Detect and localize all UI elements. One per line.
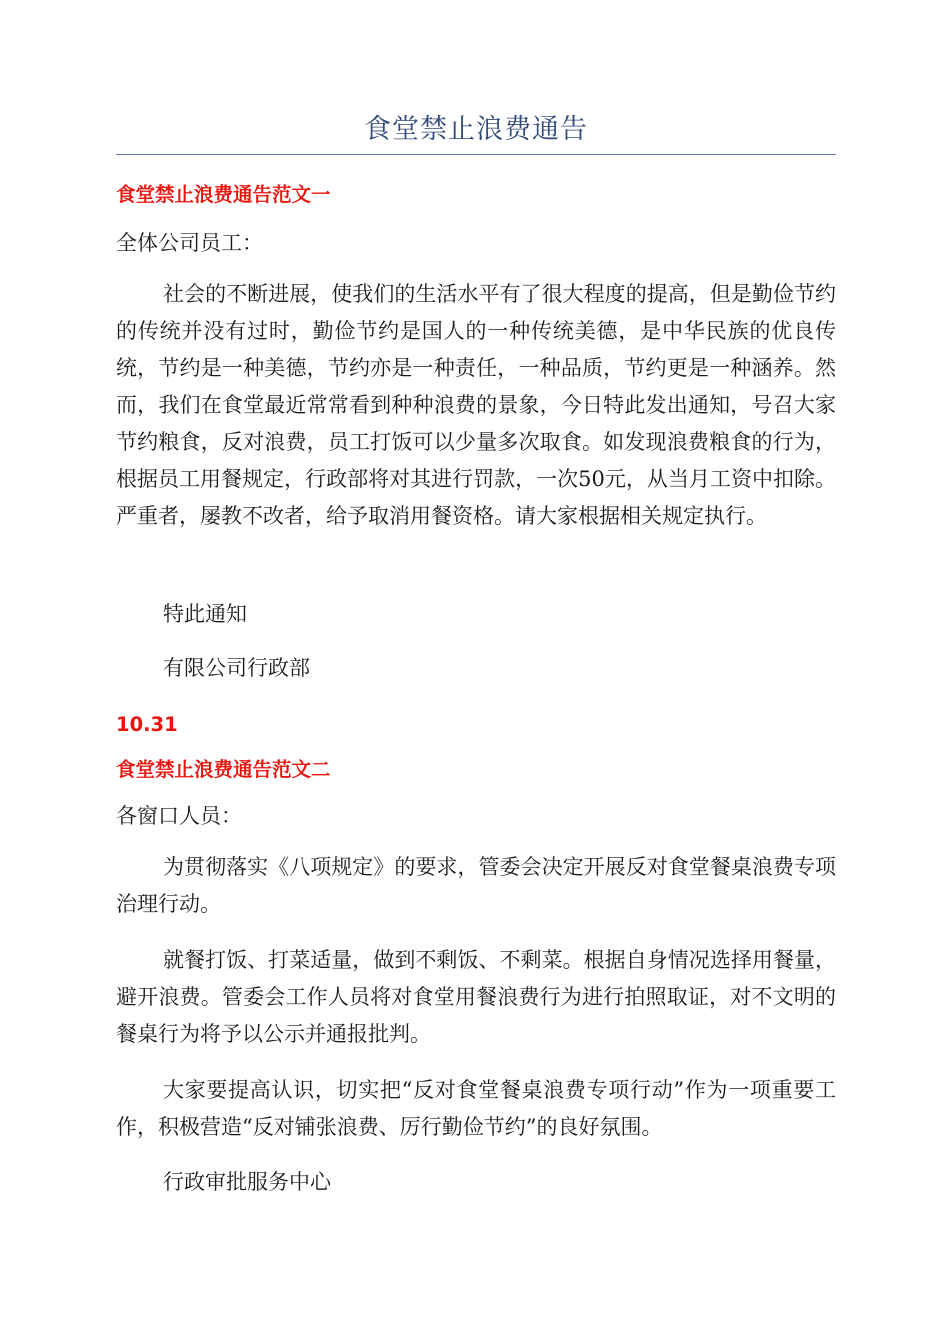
title-underline (116, 154, 836, 155)
sample2-heading: 食堂禁止浪费通告范文二 (116, 758, 331, 781)
sample2-paragraph-3: 大家要提高认识，切实把“反对食堂餐桌浪费专项行动”作为一项重要工作，积极营造“反对铺张浪费、厉行勤俭节约”的良好氛围。 (116, 1078, 836, 1139)
sample1-salutation: 全体公司员工： (116, 231, 263, 255)
document-title: 食堂禁止浪费通告 (364, 114, 588, 145)
sample1-closing: 特此通知 (163, 602, 247, 626)
sample2-paragraph-2: 就餐打饭、打菜适量，做到不剩饭、不剩菜。根据自身情况选择用餐量，避开浪费。管委会工作人员将对食堂用餐浪费行为进行拍照取证，对不文明的餐桌行为将予以公示并通报批判。 (116, 948, 836, 1046)
sample2-paragraph-1: 为贯彻落实《八项规定》的要求，管委会决定开展反对食堂餐桌浪费专项治理行动。 (116, 855, 836, 916)
sample1-heading: 食堂禁止浪费通告范文一 (116, 183, 331, 206)
sample2-signature: 行政审批服务中心 (163, 1170, 331, 1194)
sample2-salutation: 各窗口人员： (116, 804, 242, 828)
sample1-body: 社会的不断进展，使我们的生活水平有了很大程度的提高，但是勤俭节约的传统并没有过时，勤俭节约是国人的一种传统美德，是中华民族的优良传统，节约是一种美德，节约亦是一种责任，一种品质，节约更是一种涵养。然而，我们在食堂最近常常看到种种浪费的景象，今日特此发出通知，号召大家节约粮食，反对浪费，员工打饭可以少量多次取食。如发现浪费粮食的行为，根据员工用餐规定，行政部将对其进行罚款，一次50元，从当月工资中扣除。严重者，屡教不改者，给予取消用餐资格。请大家根据相关规定执行。 (116, 282, 836, 528)
sample1-date: 10.31 (116, 713, 178, 736)
sample1-signature: 有限公司行政部 (163, 656, 310, 680)
